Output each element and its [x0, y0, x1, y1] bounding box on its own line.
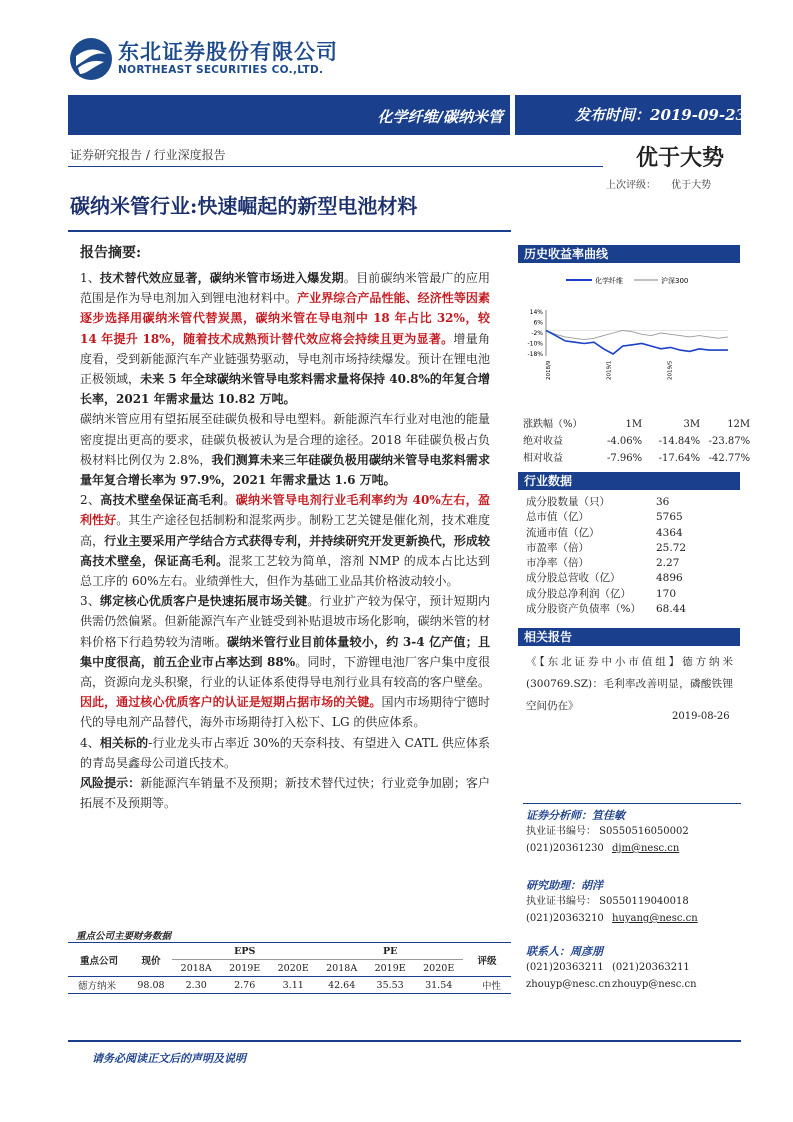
text-run: 风险提示：	[80, 776, 141, 791]
text-run: 碳纳米管导电剂行业毛利率约为 40%左右，盈利性好	[80, 493, 490, 528]
text-run: 2、	[80, 493, 101, 508]
fin-header-price: 现价	[130, 943, 172, 977]
x-tick-label: 2019/5	[667, 360, 674, 380]
contact-email[interactable]: zhouyp@nesc.cn	[612, 979, 697, 990]
text-run: 3、	[80, 594, 101, 609]
y-tick-label: -10%	[527, 340, 543, 348]
assistant-name: 胡洋	[581, 879, 603, 892]
divider	[68, 166, 603, 167]
rating: 优于大势	[636, 145, 725, 171]
x-tick-label: 2018/9	[546, 360, 552, 380]
analyst-block	[526, 807, 625, 823]
fin-year: 2018A	[326, 962, 358, 974]
text-run: -行业龙头市占率近 30%的天奈科技、有望进入 CATL 供应体系的青岛昊鑫母公司道氏技术。	[80, 735, 490, 770]
y-tick-label: 6%	[533, 319, 543, 327]
fin-year: 2020E	[277, 962, 309, 974]
fin-company: 德方纳米	[78, 981, 117, 992]
sector-label: 化学纤维/碳纳米管	[377, 108, 503, 126]
summary-paragraph	[80, 591, 490, 732]
x-tick-label: 2019/1	[606, 360, 613, 380]
related-report-date: 2019-08-26	[672, 711, 730, 722]
returns-col: 3M	[683, 419, 701, 430]
summary-paragraph	[80, 268, 490, 409]
return-chart	[518, 266, 740, 386]
analyst-divider	[523, 803, 741, 804]
contact-label: 联系人：	[526, 945, 570, 958]
company-name-en: NORTHEAST SECURITIES CO.,LTD.	[118, 64, 324, 76]
fin-table-title: 重点公司主要财务数据	[76, 931, 172, 942]
analyst-cert: 执业证书编号： S0550516050002	[526, 826, 689, 837]
report-title: 碳纳米管行业:快速崛起的新型电池材料	[70, 194, 418, 218]
text-run: 相关标的	[99, 735, 149, 750]
market-label: 成分股数量（只）	[526, 496, 610, 508]
assistant-cert: 执业证书编号： S0550119040018	[526, 896, 689, 907]
text-run: 高技术壁垒保证高毛利	[100, 493, 224, 508]
text-run: 新能源汽车销量不及预期；新技术替代过快；行业竞争加剧；客户拓展不及预期等。	[80, 776, 490, 811]
returns-heading: 涨跌幅（%）	[523, 419, 583, 430]
text-run: 混浆工艺较为简单，溶剂 NMP 的成本占比达到总工序的 60%左右。业绩弹性大，但作为基础工业品其价格波动较小。	[80, 553, 490, 589]
legend-label-hs300: 沪深300	[661, 277, 689, 285]
footer-disclaimer: 请务必阅读正文后的声明及说明	[92, 1052, 246, 1065]
text-run: 绑定核心优质客户是快速拓展市场关键	[100, 594, 308, 609]
fin-price: 98.08	[137, 979, 165, 991]
assistant-block	[526, 877, 603, 893]
fin-value: 2.76	[234, 979, 256, 991]
returns-value: -4.06%	[607, 436, 643, 447]
analyst-phone: (021)20361230	[526, 843, 604, 854]
analyst-email[interactable]: djm@nesc.cn	[612, 843, 680, 854]
contact-phone: (021)20363211	[612, 962, 690, 973]
legend-label-fiber: 化学纤维	[595, 277, 623, 285]
text-run: 产业界综合产品性能、经济性等因素逐步选择用碳纳米管代替炭黑，碳纳米管在导电剂中 18 年占比 32%，较 14 年提升 18%，随着技术成熟预计替代效应将会持续且更为显著。	[80, 291, 490, 346]
returns-value: -42.77%	[708, 453, 751, 464]
footer-divider	[68, 1040, 741, 1042]
summary-body	[80, 268, 490, 813]
fin-year: 2020E	[423, 962, 455, 974]
returns-value: -7.96%	[607, 453, 643, 464]
text-run: 。	[223, 493, 236, 508]
company-name-cn: 东北证券股份有限公司	[118, 40, 338, 64]
y-tick-label: 14%	[529, 309, 543, 316]
fin-value: 31.54	[425, 979, 453, 991]
summary-paragraph	[80, 409, 490, 490]
assistant-label: 研究助理：	[526, 879, 581, 892]
returns-table	[523, 416, 750, 467]
fin-year: 2018A	[180, 962, 212, 974]
fin-rating: 中性	[481, 981, 501, 992]
fin-header-rating: 评级	[463, 943, 511, 977]
text-run: 。行业扩产较为保守，预计短期内供需仍然偏紧。但新能源汽车产业链受到补贴退坡市场化影响，碳纳米管的材料价格下行趋势较为清晰。	[80, 594, 490, 649]
text-run: 未来 5 年全球碳纳米管导电浆料需求量将保持 40.8%的年复合增长率，2021 年需求量达 10.82 万吨。	[80, 372, 490, 407]
text-run: 技术替代效应显著，碳纳米管市场进入爆发期	[100, 271, 344, 285]
returns-value: -17.64%	[658, 453, 701, 464]
market-label: 市净率（倍）	[526, 557, 589, 570]
returns-col: 1M	[625, 419, 643, 430]
text-run: 。其生产途径包括制粉和混浆两步。制粉工艺关键是催化剂，技术难度高，	[80, 513, 490, 548]
market-value: 170	[656, 587, 677, 600]
assistant-phone: (021)20363210	[526, 913, 604, 924]
returns-col: 12M	[727, 419, 751, 430]
fin-value: 3.11	[282, 979, 304, 991]
company-logo-icon	[68, 36, 114, 82]
market-label: 成分股总营收（亿）	[526, 572, 621, 585]
text-run: 行业主要采用产学结合方式获得专利，并持续研究开发更新换代，形成较高技术壁垒，保证高毛利。	[80, 533, 490, 568]
market-value: 68.44	[656, 603, 687, 616]
fin-year: 2019E	[229, 962, 261, 974]
fin-header-company: 重点公司	[68, 943, 130, 977]
chart-heading: 历史收益率曲线	[518, 245, 740, 263]
fin-value: 42.64	[328, 979, 356, 991]
market-heading: 行业数据	[518, 472, 740, 490]
text-run: 4、	[80, 735, 100, 750]
breadcrumb: 证券研究报告 / 行业深度报告	[70, 148, 226, 162]
fin-value: 35.53	[376, 979, 404, 991]
text-run: 因此，通过核心优质客户的认证是短期占据市场的关键。	[80, 695, 382, 710]
returns-label: 绝对收益	[523, 436, 563, 447]
related-heading: 相关报告	[518, 628, 740, 646]
text-run: 增量角度看，受到新能源汽车产业链强势驱动，导电剂市场持续爆发。预计在锂电池正极领域，	[80, 331, 490, 387]
publish-date: 发布时间：2019-09-23	[575, 106, 746, 124]
fin-header-pe: PE	[317, 943, 463, 960]
market-label: 成分股总净利润（亿）	[526, 587, 631, 600]
market-value: 2.27	[656, 557, 680, 570]
title-divider	[68, 230, 511, 232]
analyst-name: 笪佳敏	[592, 809, 625, 822]
text-run: 碳纳米管行业目前体量较小，约 3-4 亿产值；且集中度很高，前五企业市占率达到 88%	[80, 634, 490, 669]
market-label: 成分股资产负债率（%）	[526, 603, 641, 616]
text-run: 。目前碳纳米管最广的应用范围是作为导电剂加入到锂电池材料中。	[80, 271, 490, 306]
analyst-label: 证券分析师：	[526, 809, 592, 822]
text-run: 1、	[80, 271, 101, 285]
y-tick-label: -18%	[527, 351, 543, 358]
fin-year: 2019E	[374, 962, 406, 974]
summary-heading: 报告摘要:	[80, 245, 142, 261]
previous-rating: 上次评级： 优于大势	[606, 180, 712, 191]
returns-value: -14.84%	[658, 436, 701, 447]
market-value: 5765	[656, 511, 683, 524]
assistant-email[interactable]: huyang@nesc.cn	[612, 913, 698, 924]
related-report-link[interactable]: 《【东北证券中小市值组】德方纳米(300769.SZ)：毛利率改善明显，磷酸铁锂空间仍在》	[526, 656, 733, 712]
text-run: 我们测算未来三年硅碳负极用碳纳米管导电浆料需求量年复合增长率为 97.9%，2021 年需求量达 1.6 万吨。	[80, 452, 490, 488]
text-run: 碳纳米管应用有望拓展至硅碳负极和导电塑料。新能源汽车行业对电池的能量密度提出更高的要求，硅碳负极被认为是合理的途径。2018 年硅碳负极占负极材料比例仅为 2.8%，	[80, 412, 490, 467]
text-run: 。同时，下游锂电池厂客户集中度很高，资源向龙头积聚，行业的认证体系使得导电剂行业具有较高的客户壁垒。	[80, 654, 490, 690]
market-label: 总市值（亿）	[526, 511, 589, 524]
fin-header-eps: EPS	[172, 943, 317, 960]
market-value: 4364	[656, 526, 683, 539]
market-label: 市盈率（倍）	[526, 541, 589, 554]
contact-phone: (021)20363211	[526, 962, 604, 973]
financial-table	[68, 942, 511, 994]
market-value: 36	[656, 496, 670, 508]
text-run: 国内市场期待宁德时代的导电剂产品替代，海外市场期待打入松下、LG 的供应体系。	[80, 695, 490, 730]
returns-label: 相对收益	[523, 453, 563, 464]
contact-name: 周彦朋	[570, 945, 603, 958]
y-tick-label: -2%	[531, 330, 543, 337]
summary-paragraph	[80, 733, 490, 773]
series-line	[546, 330, 728, 354]
market-value: 4896	[656, 572, 683, 585]
market-value: 25.72	[656, 541, 687, 554]
contact-block	[526, 943, 603, 959]
returns-value: -23.87%	[708, 436, 751, 447]
summary-paragraph	[80, 490, 490, 591]
summary-paragraph	[80, 773, 490, 813]
fin-value: 2.30	[185, 979, 207, 991]
market-table	[526, 495, 686, 617]
market-label: 流通市值（亿）	[526, 526, 600, 539]
series-line	[546, 330, 728, 339]
contact-email[interactable]: zhouyp@nesc.cn	[526, 979, 611, 990]
